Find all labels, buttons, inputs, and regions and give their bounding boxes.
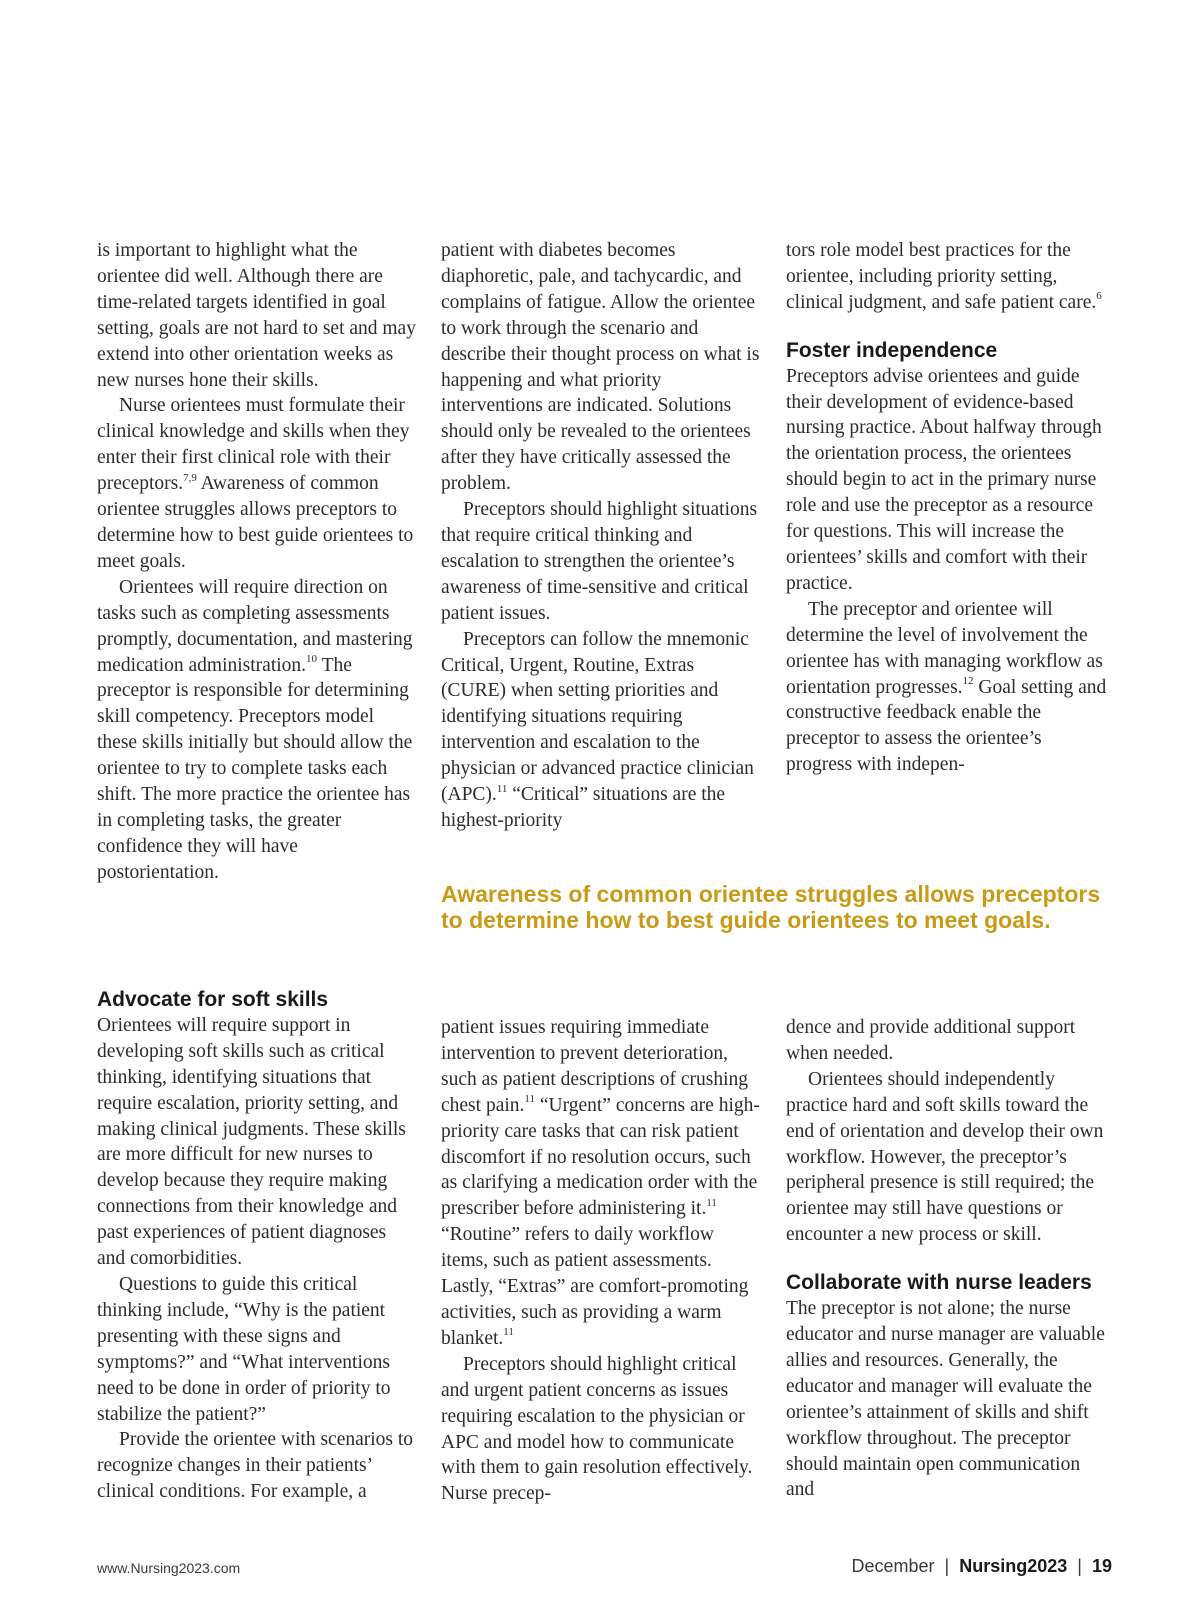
paragraph-text: Preceptors can follow the mnemonic Critical, Urgent, Routine, Extras (CURE) when setting priorities and identifying situations requiring intervention and escalation to the physician or advanced practice clinician (APC).	[441, 628, 754, 806]
paragraph: patient with diabetes becomes diaphoretic, pale, and tachycardic, and complains of fatigue. Allow the orientee to work through the scenario and describe their thought process on what is happening and what priority interventions are indicated. Solutions should only be revealed to the orientees after they have critically assessed the problem.	[441, 240, 760, 495]
footer-magazine: Nursing2023	[959, 1556, 1068, 1576]
column-1-bottom	[97, 987, 419, 1505]
paragraph: dence and provide additional support when needed.	[786, 1017, 1076, 1064]
paragraph-text: Goal setting and constructive feedback enable the preceptor to assess the orientee’s progress with indepen-	[786, 676, 1107, 776]
paragraph-text: patient issues requiring immediate intervention to prevent deterioration, such as patient descriptions of crushing chest pain.	[441, 1017, 749, 1116]
column-3-top	[786, 238, 1111, 778]
paragraph-text: Orientees will require direction on tasks such as completing assessments promptly, documentation, and mastering medication administration.	[97, 576, 413, 676]
column-2-bottom	[441, 1015, 763, 1507]
column-2-top	[441, 238, 763, 834]
paragraph-text: “Routine” refers to daily workflow items, such as patient assessments. Lastly, “Extras” are comfort-promoting activities, such as providing a warm blanket.	[441, 1224, 749, 1349]
pull-quote: Awareness of common orientee struggles allows preceptors to determine how to best guide orientees to meet goals.	[441, 881, 1101, 933]
paragraph	[97, 575, 419, 886]
section-heading: Collaborate with nurse leaders	[786, 1271, 1092, 1295]
column-1-top	[97, 238, 419, 886]
paragraph: The preceptor is not alone; the nurse educator and nurse manager are valuable allies and resources. Generally, the educator and manager will evaluate the orientee’s attainment of skills and shift workflow throughout. The preceptor should maintain open communication and	[786, 1298, 1105, 1501]
section-heading: Advocate for soft skills	[97, 988, 329, 1011]
paragraph	[786, 238, 1111, 316]
paragraph-text: “Urgent” concerns are high-priority care tasks that can risk patient discomfort if no resolution occurs, such as clarifying a medication order with the prescriber before administering it.	[441, 1094, 760, 1220]
paragraph: Provide the orientee with scenarios to recognize changes in their patients’ clinical conditions. For example, a	[97, 1429, 414, 1503]
paragraph-text: Nurse orientees must formulate their clinical knowledge and skills when they enter their first clinical role with their preceptors.	[97, 395, 410, 495]
paragraph: Preceptors should highlight critical and urgent patient concerns as issues requiring escalation to the physician or APC and model how to communicate with them to gain resolution effectively. Nurse precep-	[441, 1353, 753, 1505]
paragraph	[786, 597, 1111, 778]
footer-month: December	[851, 1556, 935, 1576]
paragraph: Preceptors should highlight situations that require critical thinking and escalation to strengthen the orientee’s awareness of time-sensitive and critical patient issues.	[441, 499, 758, 624]
paragraph	[441, 1015, 763, 1352]
citation: 7,9	[183, 471, 197, 484]
footer-website: www.Nursing2023.com	[97, 1560, 241, 1576]
paragraph	[97, 393, 419, 574]
paragraph: is important to highlight what the orientee did well. Although there are time-related targets identified in goal setting, goals are not hard to set and may extend into other orientation weeks as new nurses hone their skills.	[97, 240, 416, 391]
paragraph-text: tors role model best practices for the orientee, including priority setting, clinical judgment, and safe patient care.	[786, 240, 1097, 313]
citation: 11	[706, 1196, 717, 1209]
paragraph-text: The preceptor is responsible for determining skill competency. Preceptors model these skills initially but should allow the orientee to try to complete tasks each shift. The more practice the orientee has in completing tasks, the greater confidence they will have postorientation.	[97, 654, 413, 883]
footer-folio	[852, 1556, 1112, 1577]
paragraph: Orientees will require support in developing soft skills such as critical thinking, identifying situations that require escalation, priority setting, and making clinical judgments. These skills are more difficult for new nurses to develop because they require making connections from their knowledge and past experiences of patient diagnoses and comorbidities.	[97, 1014, 406, 1270]
footer-separator: |	[944, 1556, 950, 1576]
paragraph-text: Awareness of common orientee struggles allows preceptors to determine how to best guide orientees to meet goals.	[97, 473, 414, 572]
paragraph-text: “Critical” situations are the highest-priority	[441, 784, 726, 831]
paragraph: Questions to guide this critical thinking include, “Why is the patient presenting with these signs and symptoms?” and “What interventions need to be done in order of priority to stabilize the patient?”	[97, 1273, 391, 1425]
paragraph: Preceptors advise orientees and guide their development of evidence-based nursing practice. About halfway through the orientation process, the orientees should begin to act in the primary nurse role and use the preceptor as a resource for questions. This will increase the orientees’ skills and comfort with their practice.	[786, 365, 1102, 594]
footer-separator: |	[1077, 1556, 1082, 1576]
citation: 6	[1096, 290, 1102, 303]
paragraph: Orientees should independently practice hard and soft skills toward the end of orientation and develop their own workflow. However, the preceptor’s peripheral presence is still required; the orientee may still have questions or encounter a new process or skill.	[786, 1068, 1104, 1246]
citation: 11	[524, 1093, 535, 1106]
paragraph-text: The preceptor and orientee will determine the level of involvement the orientee has with managing workflow as orientation progresses.	[786, 598, 1103, 698]
section-heading: Foster independence	[786, 338, 998, 362]
citation: 12	[962, 675, 974, 687]
paragraph	[441, 627, 763, 834]
column-3-bottom	[786, 1015, 1111, 1503]
citation: 11	[496, 782, 508, 795]
citation: 10	[306, 653, 318, 665]
page-number: 19	[1091, 1556, 1112, 1576]
citation: 11	[503, 1326, 514, 1339]
